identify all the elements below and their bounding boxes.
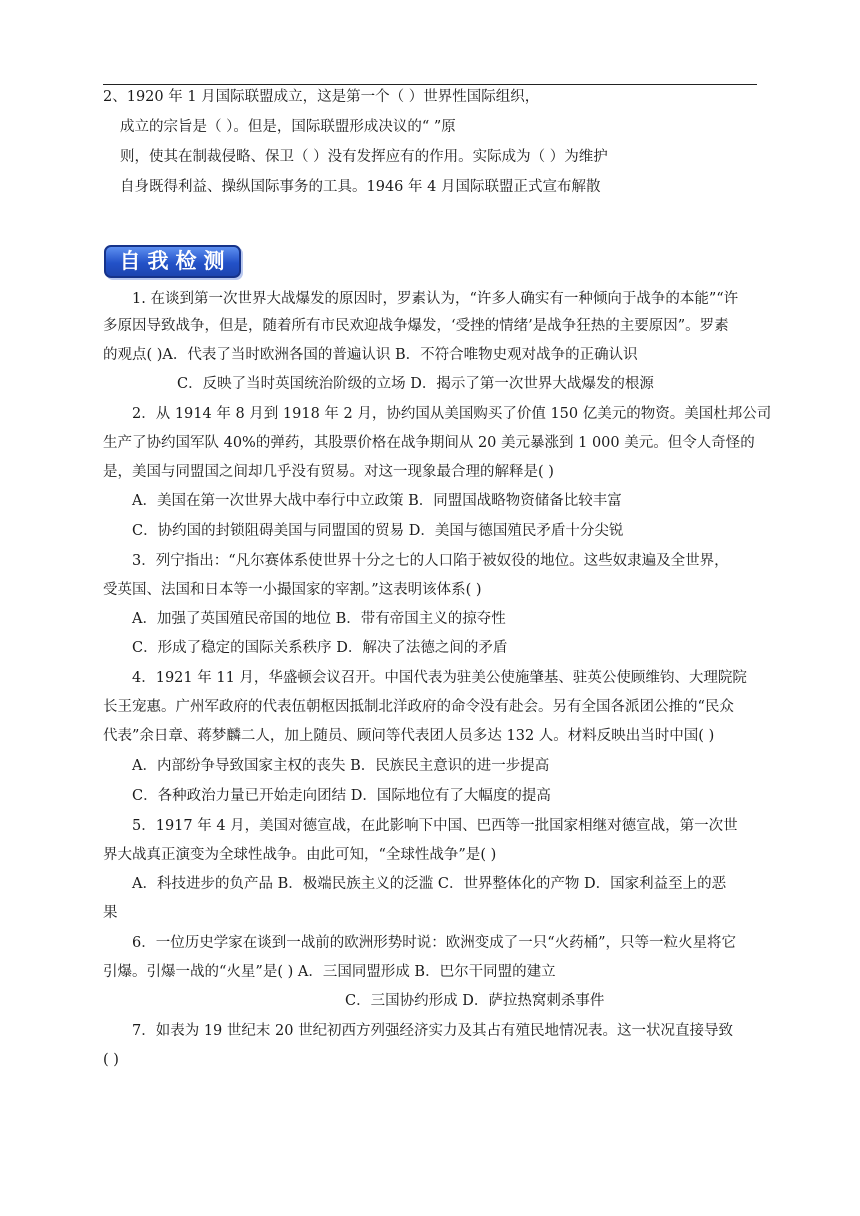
q3-line-2: 受英国、法国和日本等一小撮国家的宰割。”这表明该体系( ) xyxy=(103,582,482,598)
q7-line-1: 7．如表为 19 世纪末 20 世纪初西方列强经济实力及其占有殖民地情况表。这一状况直接导致 xyxy=(132,1023,734,1039)
q4-line-3: 代表”余日章、蒋梦麟二人，加上随员、顾问等代表团人员多达 132 人。材料反映出当时中国( ) xyxy=(103,728,715,744)
q1-line-2: 多原因导致战争，但是，随着所有市民欢迎战争爆发，‘受挫的情绪’是战争狂热的主要原因”。罗素 xyxy=(103,318,729,334)
q2-option-cd: C．协约国的封锁阻碍美国与同盟国的贸易 D．美国与德国殖民矛盾十分尖锐 xyxy=(132,523,624,539)
q1-line-4: C．反映了当时英国统治阶级的立场 D．揭示了第一次世界大战爆发的根源 xyxy=(177,376,654,392)
q3-line-1: 3．列宁指出：“凡尔赛体系使世界十分之七的人口陷于被奴役的地位。这些奴隶遍及全世界， xyxy=(132,553,729,569)
q4-option-cd: C．各种政治力量已开始走向团结 D．国际地位有了大幅度的提高 xyxy=(132,788,551,804)
q1-line-1: 1. 在谈到第一次世界大战爆发的原因时，罗素认为，“许多人确实有一种倾向于战争的本能”“许 xyxy=(132,291,739,307)
intro-line-4: 自身既得利益、操纵国际事务的工具。1946 年 4 月国际联盟正式宣布解散 xyxy=(120,179,601,195)
q1-line-3: 的观点( )A．代表了当时欧洲各国的普遍认识 B．不符合唯物史观对战争的正确认识 xyxy=(103,347,638,363)
q3-option-cd: C．形成了稳定的国际关系秩序 D．解决了法德之间的矛盾 xyxy=(132,640,508,656)
intro-line-1: 2、1920 年 1 月国际联盟成立，这是第一个（ ）世界性国际组织， xyxy=(103,89,540,105)
q3-option-ab: A．加强了英国殖民帝国的地位 B．带有帝国主义的掠夺性 xyxy=(132,611,506,627)
q4-line-1: 4．1921 年 11 月，华盛顿会议召开。中国代表为驻美公使施肇基、驻英公使顾维钧、大理院院 xyxy=(132,670,747,686)
q2-line-3: 是，美国与同盟国之间却几乎没有贸易。对这一现象最合理的解释是( ) xyxy=(103,464,554,480)
q7-line-2: ( ) xyxy=(103,1052,119,1068)
q4-option-ab: A．内部纷争导致国家主权的丧失 B．民族民主意识的进一步提高 xyxy=(132,758,550,774)
q5-options: A．科技进步的负产品 B．极端民族主义的泛滥 C．世界整体化的产物 D．国家利益至上的恶 xyxy=(132,876,727,892)
q5-line-2: 界大战真正演变为全球性战争。由此可知，“全球性战争”是( ) xyxy=(103,847,497,863)
q2-option-ab: A．美国在第一次世界大战中奉行中立政策 B．同盟国战略物资储备比较丰富 xyxy=(132,493,622,509)
q6-line-1: 6．一位历史学家在谈到一战前的欧洲形势时说：欧洲变成了一只“火药桶”，只等一粒火星将它 xyxy=(132,935,737,951)
intro-line-2: 成立的宗旨是（ ）。但是，国际联盟形成决议的“ ”原 xyxy=(120,119,456,135)
header-divider xyxy=(103,84,757,85)
q5-options-wrap: 果 xyxy=(103,905,118,921)
q2-line-2: 生产了协约国军队 40%的弹药，其股票价格在战争期间从 20 美元暴涨到 1 000 美元。但令人奇怪的 xyxy=(103,435,755,451)
intro-line-3: 则，使其在制裁侵略、保卫（ ）没有发挥应有的作用。实际成为（ ）为维护 xyxy=(120,149,608,165)
q4-line-2: 长王宠惠。广州军政府的代表伍朝枢因抵制北洋政府的命令没有赴会。另有全国各派团公推的“民众 xyxy=(103,699,734,715)
self-check-badge: 自我检测 xyxy=(104,245,241,278)
q6-option-cd: C．三国协约形成 D．萨拉热窝刺杀事件 xyxy=(345,993,605,1009)
q2-line-1: 2．从 1914 年 8 月到 1918 年 2 月，协约国从美国购买了价值 150 亿美元的物资。美国杜邦公司 xyxy=(132,406,772,422)
q6-line-2: 引爆。引爆一战的“火星”是( ) A．三国同盟形成 B．巴尔干同盟的建立 xyxy=(103,964,556,980)
q5-line-1: 5．1917 年 4 月，美国对德宣战，在此影响下中国、巴西等一批国家相继对德宣战，第一次世 xyxy=(132,818,738,834)
